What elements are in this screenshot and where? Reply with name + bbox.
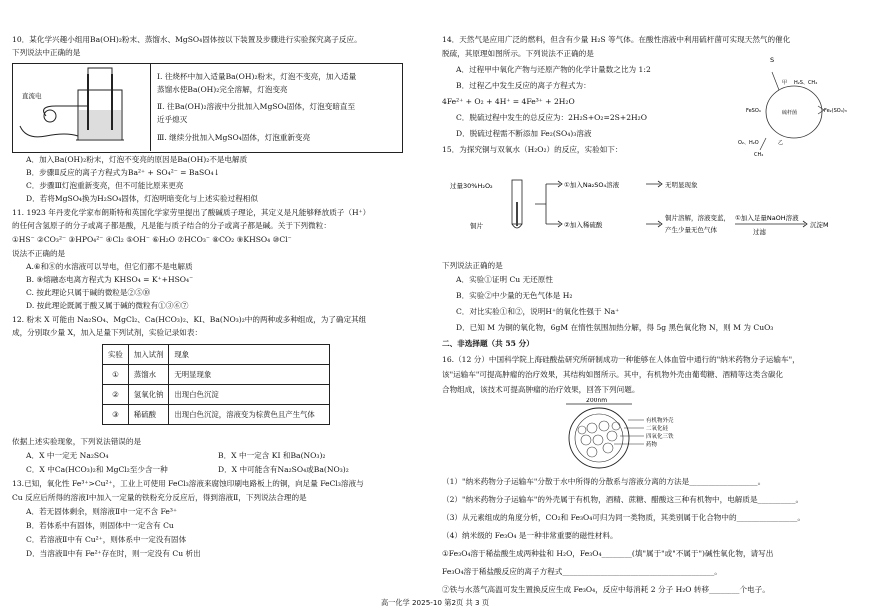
q16-sub-3: （3）从元素组成的角度分析，CO₂和 Fe₃O₄可归为同一类物质，其类别属于化合物中的________________。	[442, 513, 805, 522]
q11-option-d: D. 按此理论既属于酸又属于碱的微粒有①③⑥⑦	[26, 301, 189, 310]
q13-option-b: B．若体系中有固体，则固体中一定含有 Cu	[26, 521, 174, 530]
q12-option-d: D．X 中可能含有Na₂SO₄或Ba(NO₃)₂	[218, 465, 349, 474]
q10-step-2b: 近乎熄灭	[157, 115, 188, 124]
q11-line: 11. 1923 年丹麦化学家布朗斯特和英国化学家劳里提出了酸碱质子理论，其定义是凡能够释放质子（H⁺）	[12, 208, 371, 217]
q16-sub-4a-cont: Fe₃O₄溶于稀盐酸反应的离子方程式________________________________________。	[442, 567, 722, 576]
fe3o4-label: 四氧化三铁	[646, 434, 674, 440]
fe2so43-label: Fe₂(SO₄)₃	[824, 108, 847, 114]
step2-label: ②加入稀硫酸	[564, 221, 603, 229]
q14-option-b: B．过程乙中发生反应的离子方程式为：	[456, 81, 591, 90]
q12-option-b: B．X 中一定含 KI 和Ba(NO₃)₂	[218, 451, 326, 460]
q14-option-c: C．脱硫过程中发生的总反应为：2H₂S+O₂=2S+2H₂O	[456, 113, 647, 122]
feso4-label: FeSO₄	[746, 108, 761, 114]
q15-prompt: 下列说法正确的是	[442, 261, 503, 270]
table-header: 实验	[103, 345, 129, 365]
q12-line: 12. 粉末 X 可能由 Na₂SO₄、MgCl₂、Ca(HCO₃)₂、KI、Ba(NO₃)₂中的两种或多种组成，为了确定其组	[12, 315, 367, 324]
size-label: 200nm	[586, 398, 608, 404]
q15-title: 15．为探究铜与双氧水（H₂O₂）的反应，实验如下：	[442, 145, 623, 154]
q13-line: 13.已知，氧化性 Fe³⁺>Cu²⁺，工业上可使用 FeCl₃溶液来腐蚀印刷电路板上的铜，向足量 FeCl₃溶液与	[12, 479, 364, 488]
drug-label: 药物	[646, 442, 658, 448]
q15-option-d: D．已知 M 为铜的氧化物，6gM 在惰性氛围加热分解，得 5g 黑色氧化物 N，则 M 为 CuO₃	[456, 323, 774, 332]
q14-line: 脱硫，其原理如图所示。下列说法不正确的是	[442, 49, 594, 58]
q14-option-a: A．过程甲中氧化产物与还原产物的化学计量数之比为 1:2	[456, 65, 651, 74]
q10-stem-2: 下列说法中正确的是	[12, 48, 81, 57]
q16-line: 合物组成，该技术可提高肿瘤的治疗效果，回答下列问题。	[442, 385, 640, 394]
q14-equation: 4Fe²⁺ + O₂ + 4H⁺ = 4Fe³⁺ + 2H₂O	[442, 97, 575, 106]
q16-line: 该"运输车"可提高肿瘤的治疗效果，其结构如图所示。其中，有机物外壳由葡萄糖、酒精等这类含碳化	[442, 370, 784, 379]
section-heading: 二、非选择题（共 55 分）	[442, 339, 534, 348]
q10-stem-1: 10．某化学兴趣小组用Ba(OH)₂粉末、蒸馏水、MgSO₄固体按以下装置及步骤进行实验探究离子反应。	[12, 35, 362, 44]
yi-label: 乙	[778, 140, 784, 146]
q14-option-d: D．脱硫过程需不断添加 Fe₂(SO₄)₃溶液	[456, 129, 592, 138]
q10-step-3: Ⅲ. 继续分批加入MgSO₄固体，灯泡重新变亮	[157, 133, 311, 142]
q16-sub-4: （4）纳米级的 Fe₃O₄ 是一种非常重要的磁性材料。	[442, 531, 618, 540]
precipitate-label: 沉淀M	[810, 221, 829, 229]
copper-wire-label: 铜片	[470, 222, 483, 230]
q14-line: 14．天然气是应用广泛的燃料，但含有少量 H₂S 等气体。在酸性溶液中利用硫杆菌可实现天然气的催化	[442, 35, 791, 44]
power-label: 直流电	[22, 92, 42, 100]
q10-option-b: B．步骤Ⅱ反应的离子方程式为Ba²⁺ + SO₄²⁻ = BaSO₄↓	[26, 168, 220, 177]
table-cell: 出现白色沉淀，溶液变为棕黄色且产生气体	[169, 405, 330, 425]
q11-option-b: B. ⑨熔融态电离方程式为 KHSO₄ = K⁺+HSO₄⁻	[26, 275, 194, 284]
q13-option-d: D．当溶液Ⅱ中有 Fe²⁺存在时，则一定没有 Cu 析出	[26, 549, 201, 558]
q12-table	[102, 344, 330, 425]
q11-option-c: C. 按此理论只属于碱的微粒是②⑤⑩	[26, 288, 151, 297]
table-row	[103, 385, 330, 405]
q16-sub-1: （1）"纳米药物分子运输车"分散于水中所得的分散系与溶液分离的方法是__________________。	[442, 477, 766, 486]
table-header: 现象	[169, 345, 330, 365]
page-footer: 高一化学 2025-10 第2页 共 3 页	[380, 598, 490, 607]
q15-flow-diagram	[450, 162, 830, 254]
step3b-label: 过滤	[753, 228, 766, 236]
jia-label: 甲	[782, 80, 788, 86]
table-cell: 蒸馏水	[128, 365, 169, 385]
result2b-label: 产生少量无色气体	[665, 226, 717, 234]
q15-option-a: A．实验①证明 Cu 无还原性	[456, 275, 553, 284]
q12-line: 成，分别取少量 X，加入足量下列试剂，实验记录如表：	[12, 328, 203, 337]
q13-line: Cu 反应后所得的溶液Ⅰ中加入一定量的铁粉充分反应后，得到溶液Ⅱ，下列说法合理的是	[12, 493, 307, 502]
q16-sub-4b: ②铁与水蒸气高温可发生置换反应生成 Fe₃O₄，反应中每消耗 2 分子 H₂O 转移________个电子。	[442, 585, 770, 594]
step3a-label: ①加入足量NaOH溶液	[735, 214, 799, 222]
q16-nanoparticle-diagram	[532, 398, 732, 470]
q13-option-c: C．若溶液Ⅱ中有 Cu²⁺，则体系中一定没有固体	[26, 535, 187, 544]
table-cell: 氢氧化钠	[128, 385, 169, 405]
bacteria-label: 硫杆菌	[782, 110, 798, 116]
gas-label: H₂S、CH₄	[794, 80, 818, 86]
q10-option-d: D．若将MgSO₄换为H₂SO₄固体，灯泡明暗变化与上述实验过程相似	[26, 194, 258, 203]
table-header: 加入试剂	[128, 345, 169, 365]
q14-cycle-diagram	[724, 54, 860, 158]
table-header-row	[103, 345, 330, 365]
table-cell: ①	[103, 365, 129, 385]
q10-step-2a: Ⅱ. 往Ba(OH)₂溶液中分批加入MgSO₄固体，灯泡变暗直至	[157, 102, 356, 111]
q16-sub-4a: ①Fe₃O₄溶于稀盐酸生成两种盐和 H₂O，Fe₃O₄________(填"属于"或"不属于")碱性氧化物，请写出	[442, 549, 774, 558]
table-cell: 无明显现象	[169, 365, 330, 385]
q16-sub-2: （2）"纳米药物分子运输车"的外壳属于有机物，酒精、蔗糖、醋酸这三种有机物中，电解质是__________。	[442, 495, 804, 504]
ch4-label: CH₄	[754, 152, 764, 158]
q11-particles: ①HS⁻ ②CO₃²⁻ ③HPO₄²⁻ ④Cl₂ ⑤OH⁻ ⑥H₂O ⑦HCO₃⁻ ⑧CO₂ ⑨KHSO₄ ⑩Cl⁻	[12, 235, 292, 244]
q16-line: 16.（12 分）中国科学院上海硅酸盐研究所研制成功一种能够在人体血管中通行的"纳米药物分子运输车"，	[442, 355, 800, 364]
step1-label: ①加入Na₂SO₄溶液	[564, 181, 620, 189]
q10-apparatus-image	[16, 66, 146, 148]
result2a-label: 铜片溶解，溶液变蓝，	[665, 214, 730, 222]
h2o2-label: 过量30%H₂O₂	[450, 182, 493, 190]
q13-option-a: A．若无固体剩余，则溶液Ⅱ中一定不含 Fe³⁺	[26, 507, 177, 516]
shell-label: 有机物外壳	[646, 418, 674, 424]
q10-step-1b: 蒸馏水使Ba(OH)₂完全溶解，灯泡变亮	[157, 85, 288, 94]
result1-label: 无明显现象	[665, 181, 698, 189]
silica-label: 二氧化硅	[646, 426, 669, 432]
q12-after: 依据上述实验现象，下列说法错误的是	[12, 437, 142, 446]
q10-option-a: A．加入Ba(OH)₂粉末，灯泡不变亮的原因是Ba(OH)₂不是电解质	[26, 155, 248, 164]
table-cell: 稀硫酸	[128, 405, 169, 425]
table-row	[103, 405, 330, 425]
q10-step-1a: Ⅰ. 往烧杯中加入适量Ba(OH)₂粉末，灯泡不变亮，加入适量	[157, 72, 357, 81]
q12-option-a: A．X 中一定无 Na₂SO₄	[26, 451, 109, 460]
q12-option-c: C．X 中Ca(HCO₃)₂和 MgCl₂至少含一种	[26, 465, 168, 474]
table-cell: 出现白色沉淀	[169, 385, 330, 405]
table-cell: ③	[103, 405, 129, 425]
q10-figure-divider	[150, 63, 151, 151]
table-cell: ②	[103, 385, 129, 405]
table-row	[103, 365, 330, 385]
q11-line: 的任何含氢原子的分子或离子都是酸，凡是能与质子结合的分子或离子都是碱。关于下列微粒：	[12, 221, 331, 230]
o2-label: O₂、H₂O	[738, 140, 759, 146]
q11-option-a: A.⑥和⑧的水溶液可以导电，但它们都不是电解质	[26, 262, 193, 271]
q15-option-c: C．对比实验①和②，说明H⁺的氧化性强于 Na⁺	[456, 307, 620, 316]
q10-option-c: C．步骤Ⅲ灯泡重新变亮，但不可能比原来更亮	[26, 181, 184, 190]
q11-line: 说法不正确的是	[12, 249, 66, 258]
sulfur-label: S	[770, 56, 775, 64]
q15-option-b: B．实验②中少量的无色气体是 H₂	[456, 291, 573, 300]
